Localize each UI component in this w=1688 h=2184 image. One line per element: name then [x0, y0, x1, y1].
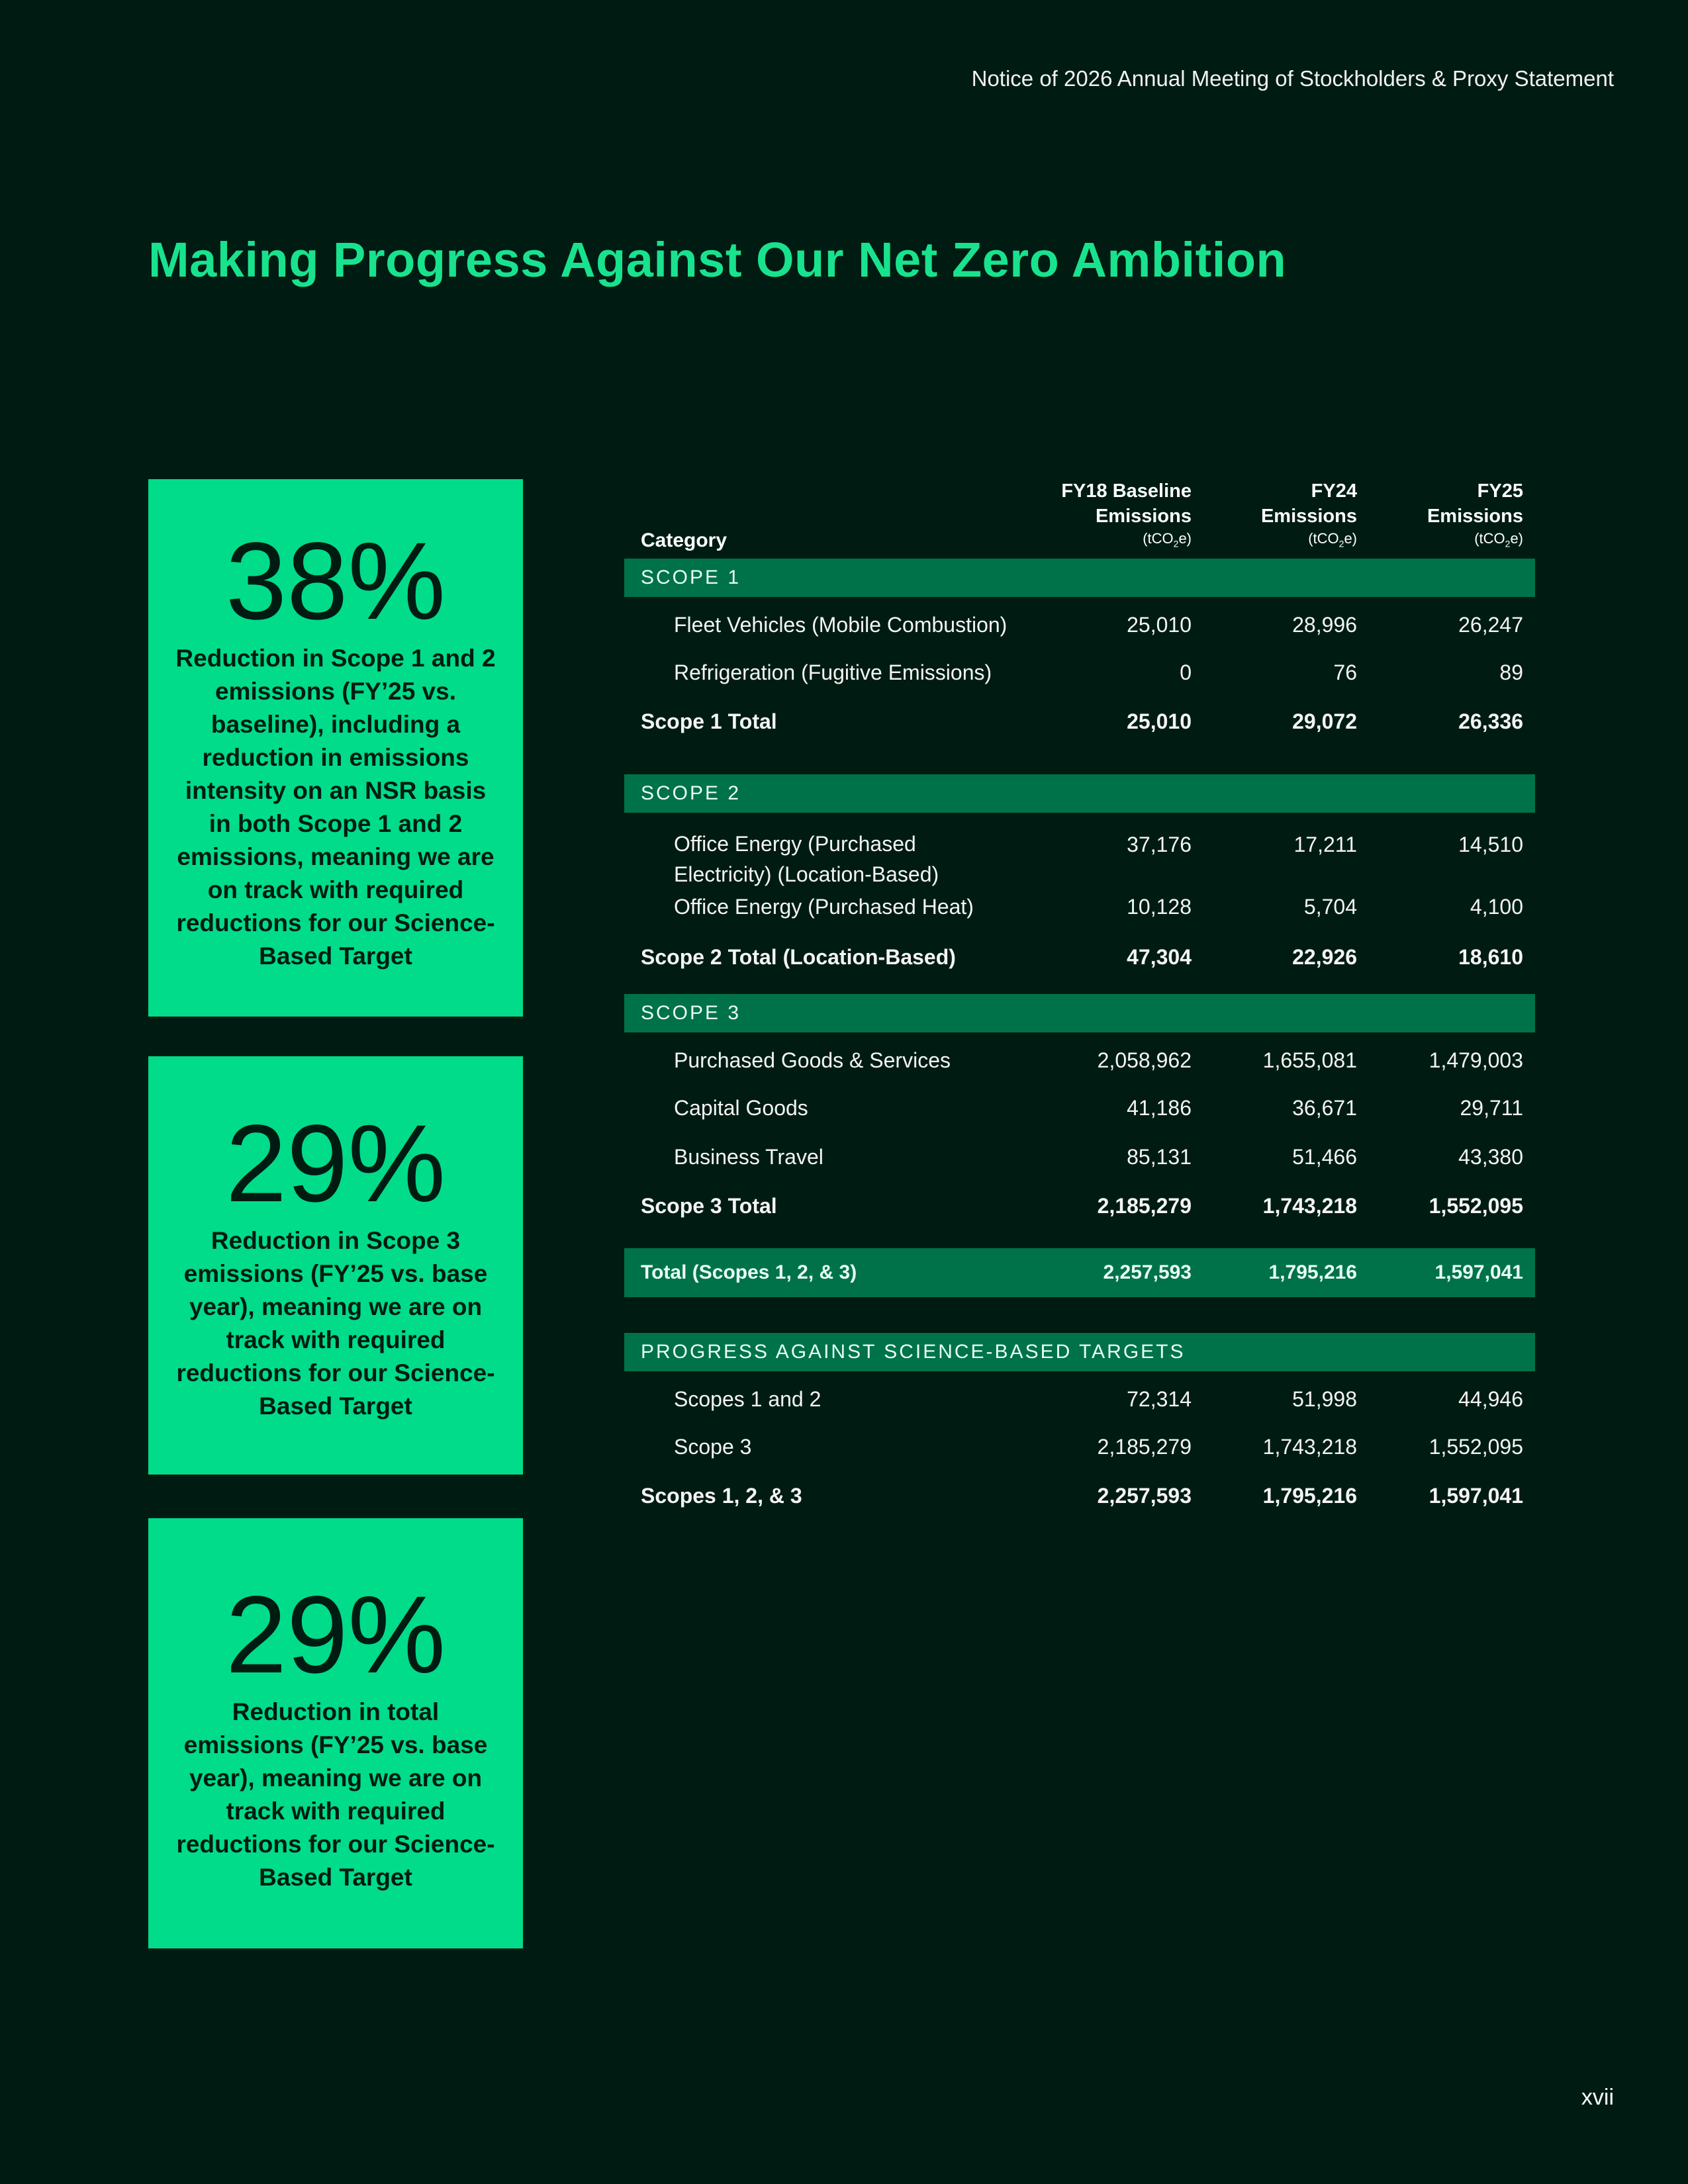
- section-band-scope-1: SCOPE 1: [624, 559, 1535, 597]
- row-label: Fleet Vehicles (Mobile Combustion): [674, 613, 1008, 637]
- value-fy18: 2,185,279: [1097, 1435, 1192, 1459]
- section-band-sbt: PROGRESS AGAINST SCIENCE-BASED TARGETS: [624, 1333, 1535, 1371]
- value-fy25: 1,552,095: [1429, 1435, 1523, 1459]
- row-label: Office Energy (Purchased Electricity) (Location-Based): [674, 832, 939, 886]
- value-fy25: 1,552,095: [1429, 1194, 1523, 1218]
- value-fy25: 26,247: [1458, 613, 1523, 637]
- header-line: Emissions: [1260, 505, 1357, 527]
- row-label: Scope 2 Total (Location-Based): [641, 945, 956, 969]
- stat-percent: 29%: [225, 1103, 446, 1225]
- header-line: FY25: [1477, 480, 1523, 502]
- value-fy24: 28,996: [1292, 613, 1357, 637]
- value-fy25: 1,597,041: [1434, 1261, 1523, 1283]
- value-fy25: 4,100: [1470, 895, 1523, 919]
- value-fy24: 51,998: [1292, 1387, 1357, 1411]
- unit-label: (tCO$_2$e): [1474, 529, 1523, 549]
- value-fy25: 1,597,041: [1429, 1484, 1523, 1508]
- value-fy25: 43,380: [1458, 1145, 1523, 1169]
- value-fy24: 17,211: [1293, 833, 1357, 856]
- table-header: [624, 477, 1535, 559]
- page-title: Making Progress Against Our Net Zero Ambition: [148, 232, 1287, 287]
- value-fy18: 2,058,962: [1097, 1048, 1192, 1072]
- header-line: FY18 Baseline: [1061, 480, 1192, 502]
- value-fy24: 51,466: [1292, 1145, 1357, 1169]
- table-row-total: [624, 933, 1535, 994]
- column-header-category: Category: [641, 529, 727, 551]
- grand-total-band: [624, 1248, 1535, 1297]
- row-label: Scopes 1 and 2: [674, 1387, 821, 1411]
- section-band-scope-3: SCOPE 3: [624, 994, 1535, 1032]
- value-fy25: 89: [1499, 660, 1523, 684]
- value-fy25: 14,510: [1458, 833, 1523, 856]
- stat-description: Reduction in Scope 3 emissions (FY’25 vs. base year), meaning we are on track with required reductions for our Science-Based Target: [176, 1227, 495, 1420]
- stat-percent: 29%: [225, 1574, 446, 1696]
- value-fy24: 22,926: [1292, 945, 1357, 969]
- row-label: Scope 3: [674, 1435, 752, 1459]
- page-number: xvii: [1581, 2085, 1614, 2110]
- header-note: Notice of 2026 Annual Meeting of Stockholders & Proxy Statement: [971, 66, 1614, 91]
- value-fy18: 47,304: [1127, 945, 1192, 969]
- value-fy24: 1,655,081: [1262, 1048, 1357, 1072]
- value-fy24: 36,671: [1292, 1096, 1357, 1120]
- row-label: Purchased Goods & Services: [674, 1048, 951, 1072]
- value-fy18: 10,128: [1127, 895, 1192, 919]
- table-row: [624, 1420, 1535, 1469]
- value-fy25: 18,610: [1458, 945, 1523, 969]
- row-label: Scope 1 Total: [641, 709, 777, 733]
- value-fy24: 76: [1333, 660, 1357, 684]
- table-row: [624, 1371, 1535, 1420]
- value-fy18: 2,257,593: [1103, 1261, 1192, 1283]
- value-fy18: 85,131: [1127, 1145, 1192, 1169]
- table-row: [624, 1081, 1535, 1130]
- value-fy18: 0: [1180, 660, 1192, 684]
- table-row: [624, 646, 1535, 695]
- table-row: [624, 1130, 1535, 1179]
- header-line: Emissions: [1427, 505, 1523, 527]
- value-fy24: 1,795,216: [1268, 1261, 1357, 1283]
- value-fy18: 25,010: [1127, 613, 1192, 637]
- column-header-fy24: [1261, 478, 1357, 553]
- value-fy24: 1,795,216: [1262, 1484, 1357, 1508]
- value-fy24: 1,743,218: [1262, 1194, 1357, 1218]
- stat-description: Reduction in total emissions (FY’25 vs. base year), meaning we are on track with required reductions for our Science-Based Target: [176, 1698, 495, 1891]
- table-row-total: [624, 695, 1535, 756]
- row-label: Business Travel: [674, 1145, 823, 1169]
- table-row-total: [624, 1179, 1535, 1230]
- row-label: Capital Goods: [674, 1096, 808, 1120]
- row-label: Refrigeration (Fugitive Emissions): [674, 660, 992, 684]
- table-row: [624, 813, 1535, 884]
- stat-card-total: [148, 1518, 523, 1948]
- value-fy18: 25,010: [1127, 709, 1192, 733]
- value-fy18: 41,186: [1127, 1096, 1192, 1120]
- header-line: FY24: [1311, 480, 1357, 502]
- row-label: Scope 3 Total: [641, 1194, 777, 1218]
- unit-label: (tCO$_2$e): [1308, 529, 1357, 549]
- value-fy18: 72,314: [1127, 1387, 1192, 1411]
- stat-percent: 38%: [225, 520, 446, 643]
- value-fy18: 2,257,593: [1097, 1484, 1192, 1508]
- stat-description: Reduction in Scope 1 and 2 emissions (FY’25 vs. baseline), including a reduction in emissions intensity on an NSR basis in both Scope 1 and 2 emissions, meaning we are on track with required reductions for our Science-Based Target: [175, 645, 496, 970]
- table-row: [624, 884, 1535, 933]
- value-fy25: 26,336: [1458, 709, 1523, 733]
- unit-label: (tCO$_2$e): [1143, 529, 1192, 549]
- value-fy25: 1,479,003: [1429, 1048, 1523, 1072]
- table-row: [624, 597, 1535, 646]
- row-label: Scopes 1, 2, & 3: [641, 1484, 802, 1508]
- section-band-scope-2: SCOPE 2: [624, 774, 1535, 813]
- value-fy24: 29,072: [1292, 709, 1357, 733]
- table-row-total: [624, 1469, 1535, 1520]
- column-header-fy18: [1061, 478, 1192, 553]
- value-fy18: 37,176: [1127, 833, 1192, 856]
- value-fy24: 1,743,218: [1262, 1435, 1357, 1459]
- row-label: Office Energy (Purchased Heat): [674, 895, 974, 919]
- header-line: Emissions: [1095, 505, 1192, 527]
- row-label: Total (Scopes 1, 2, & 3): [641, 1261, 857, 1283]
- value-fy18: 2,185,279: [1097, 1194, 1192, 1218]
- value-fy25: 44,946: [1458, 1387, 1523, 1411]
- table-row: [624, 1032, 1535, 1081]
- column-header-fy25: [1427, 478, 1523, 553]
- value-fy24: 5,704: [1303, 895, 1357, 919]
- emissions-table: [624, 477, 1535, 1520]
- stat-card-scope-1-2: [148, 479, 523, 1017]
- stat-card-scope-3: [148, 1056, 523, 1475]
- value-fy25: 29,711: [1460, 1096, 1523, 1120]
